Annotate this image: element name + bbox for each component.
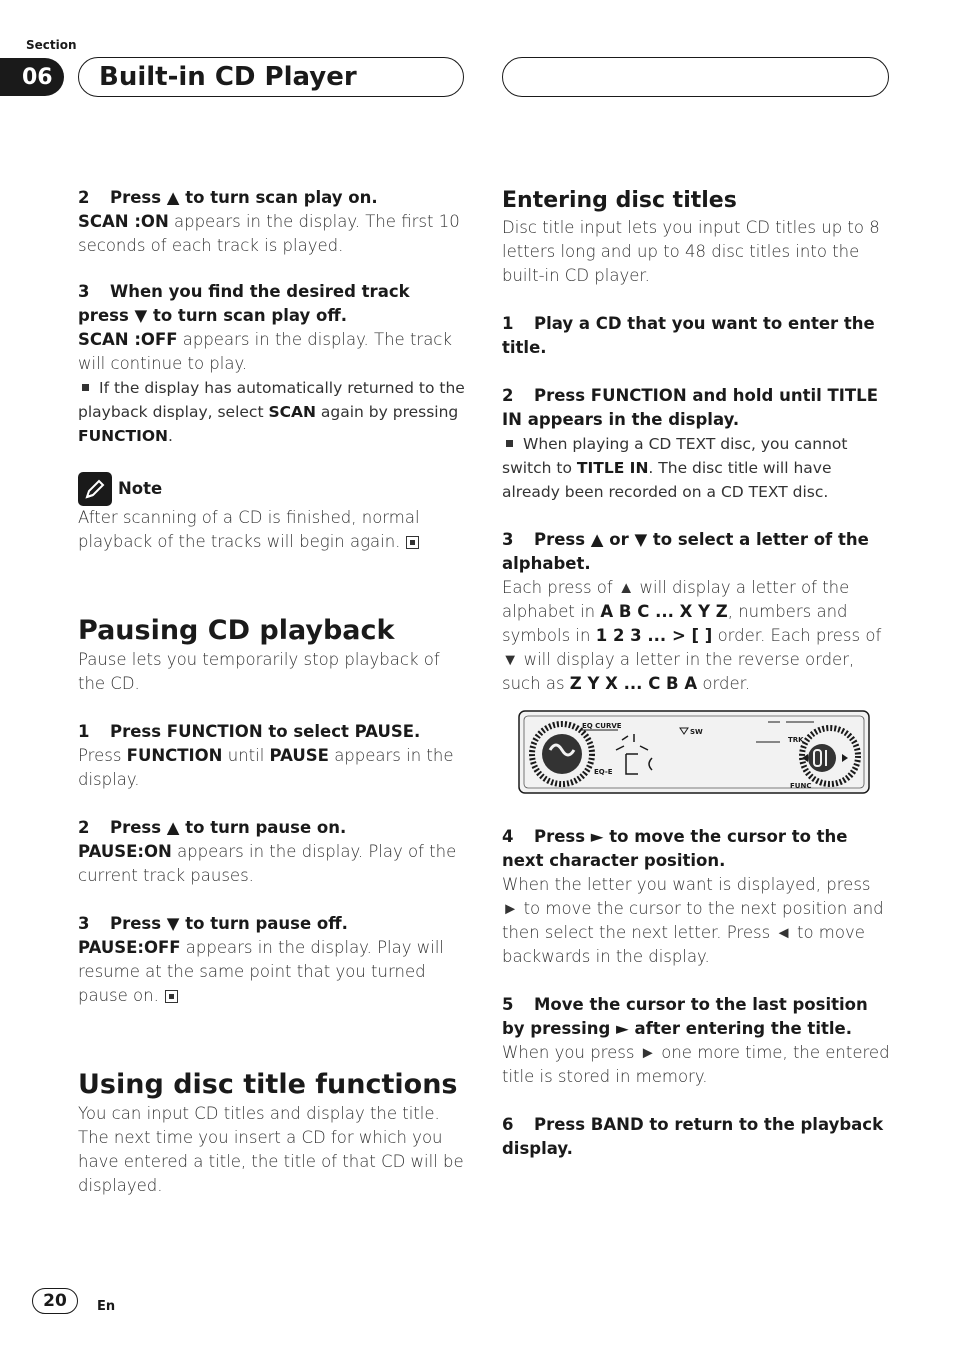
body-text: appears in the display. Play of the current track pauses. [78,842,457,885]
body-text: appears in the display. The first 10 seconds of each track is played. [78,212,460,255]
lcd-sw-label: SW [690,728,703,736]
step-text: Press ► to move the cursor to the next character position. [502,827,848,870]
language-code: En [97,1299,116,1314]
step-number: 6 [502,1115,514,1134]
note-label: Note [118,479,163,498]
bold-term: SCAN :OFF [78,330,178,349]
bold-term: SCAN [268,403,316,421]
body-text: Press [78,746,127,765]
step-text: Press BAND to return to the playback display. [502,1115,884,1158]
step-text: Press ▲ to turn scan play on. [110,188,378,207]
title-step-4-body: When the letter you want is displayed, press ► to move the cursor to the next position and then select the next letter. Press ◄ to move backwards in the display. [502,875,884,966]
right-column [502,186,890,1161]
pause-step-1-body [78,744,466,792]
scan-step-3 [78,280,466,328]
bullet-icon [82,384,89,391]
note-pencil-icon [78,472,112,506]
step-number: 3 [78,914,90,933]
title-step-3 [502,528,890,576]
page-number: 20 [32,1288,78,1314]
bold-term: A B C ... X Y Z [600,602,728,621]
pause-step-2-body [78,840,466,888]
pause-step-3 [78,912,466,936]
end-mark-icon [406,536,419,549]
title-step-3-body [502,576,890,696]
title-step-5-body: When you press ► one more time, the entered title is stored in memory. [502,1043,890,1086]
disc-title-intro: You can input CD titles and display the title. The next time you insert a CD for which you have entered a title, the title of that CD will be displayed. [78,1104,464,1195]
bold-term: PAUSE:ON [78,842,172,861]
title-step-1 [502,312,890,360]
body-text: order. Each press of ▼ will display a letter in the reverse order, such as [502,626,882,693]
step-number: 5 [502,995,514,1014]
bold-term: TITLE IN [576,459,649,477]
body-text: When playing a CD TEXT disc, you cannot switch to [502,435,848,477]
entering-heading: Entering disc titles [502,188,737,213]
pause-step-3-body [78,936,466,1008]
body-text: Each press of ▲ will display a letter of the alphabet in [502,578,850,621]
lcd-eq-e-label: EQ-E [594,768,613,776]
lcd-display-illustration [518,710,870,794]
step-text: Press ▲ to turn pause on. [110,818,347,837]
title-step-2-bullet [502,432,890,504]
bold-term: FUNCTION [126,746,223,765]
chapter-title [78,57,464,97]
body-text: until [222,746,270,765]
title-step-2 [502,384,890,432]
scan-step-3-body [78,328,466,376]
chapter-title-text: Built-in CD Player [99,62,357,92]
step-text: Move the cursor to the last position by pressing ► after entering the title. [502,995,868,1038]
step-text: Press ▼ to turn pause off. [110,914,348,933]
bold-term: 1 2 3 ... > [ ] [595,626,713,645]
entering-intro: Disc title input lets you input CD titles up to 8 letters long and up to 48 disc titles into the built-in CD player. [502,218,880,285]
body-text: , numbers and symbols in [502,602,848,645]
bold-term: SCAN :ON [78,212,169,231]
step-text: Press FUNCTION and hold until TITLE IN appears in the display. [502,386,878,429]
scan-step-2 [78,186,466,210]
title-step-4 [502,825,890,873]
section-number-badge: 06 [0,58,64,96]
note-text [78,506,466,554]
body-text: appears in the display. [78,746,454,789]
body-text: . The disc title will have already been recorded on a CD TEXT disc. [502,459,832,501]
scan-bullet [78,376,466,448]
body-text: After scanning of a CD is finished, normal playback of the tracks will begin again. [78,508,420,551]
disc-title-heading: Using disc title functions [78,1069,458,1100]
lcd-trk-label: TRK [788,736,804,744]
header-blank-box [502,57,889,97]
step-number: 1 [78,722,90,741]
bold-term: PAUSE:OFF [78,938,181,957]
pause-step-1 [78,720,466,744]
body-text: appears in the display. The track will continue to play. [78,330,452,373]
body-text: . [168,427,173,445]
step-text: Press ▲ or ▼ to select a letter of the alphabet. [502,530,869,573]
step-number: 3 [78,282,90,301]
title-step-6 [502,1113,890,1161]
pause-heading: Pausing CD playback [78,615,395,646]
bullet-icon [506,440,513,447]
step-number: 1 [502,314,514,333]
scan-step-2-body [78,210,466,258]
step-number: 2 [78,818,90,837]
lcd-func-label: FUNC [790,782,812,790]
step-number: 2 [502,386,514,405]
pause-step-2 [78,816,466,840]
step-number: 4 [502,827,514,846]
step-text: When you find the desired track press ▼ to turn scan play off. [78,282,410,325]
title-step-5 [502,993,890,1041]
bold-term: FUNCTION [78,427,169,445]
note-heading [78,472,466,506]
step-text: Press FUNCTION to select PAUSE. [110,722,421,741]
body-text: If the display has automatically returned to the playback display, select [78,379,465,421]
pause-intro: Pause lets you temporarily stop playback of the CD. [78,650,440,693]
lcd-eq-curve-label: EQ CURVE [582,722,622,730]
left-column [78,186,466,1198]
step-number: 3 [502,530,514,549]
bold-term: PAUSE [269,746,329,765]
end-mark-icon [165,990,178,1003]
body-text: again by pressing [315,403,459,421]
section-label: Section [26,38,77,52]
step-number: 2 [78,188,90,207]
step-text: Play a CD that you want to enter the title. [502,314,875,357]
body-text: order. [697,674,751,693]
bold-term: Z Y X ... C B A [569,674,698,693]
body-text: appears in the display. Play will resume at the same point that you turned pause on. [78,938,444,1005]
